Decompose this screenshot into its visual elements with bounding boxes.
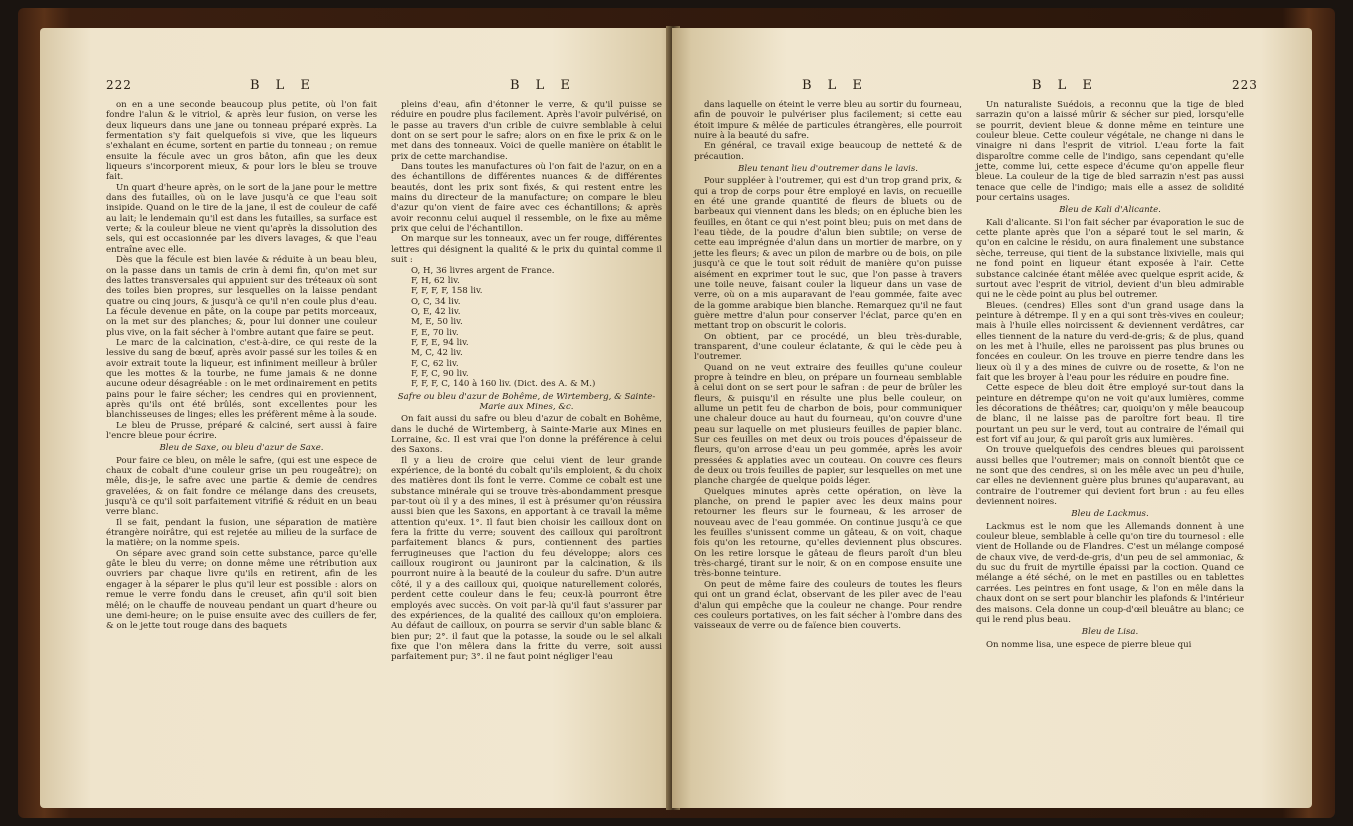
paragraph: F, F, E, 94 liv. — [411, 337, 469, 348]
paragraph: F, F, F, F, 158 liv. — [411, 286, 483, 297]
paragraph: On peut de même faire des couleurs de toutes les fleurs qui ont un grand éclat, observant de les piler avec de l'eau d'alun qui empêche que la couleur ne change. Pour rendre ces couleurs portatives, on les fait sécher à l'ombre dans des vaisseaux de verre ou de faïence bien couverts. — [694, 579, 962, 632]
paragraph: F, C, 62 liv. — [411, 358, 459, 369]
paragraph: Le marc de la calcination, c'est-à-dire, ce qui reste de la lessive du sang de bœuf, après avoir passé sur les toiles & en avoir extrait toute la liqueur, est infiniment meilleur à brûler que les mottes & la tourbe, ne fume jamais & ne donne aucune odeur désagréable : on le met ordinairement en petits pains pour le faire sécher; les cendres qui en proviennent, après qu'ils ont été brûlés, sont excellentes pour les blanchisseuses de linges; elles les préfèrent même à la soude. — [106, 337, 377, 421]
paragraph: Un naturaliste Suédois, a reconnu que la tige de bled sarrazin qu'on a laissé mûrir & sécher sur pied, lorsqu'elle se pourrit, devient bleue & donne même en teinture une couleur bleue. Cette couleur végétale, ne change ni dans le vinaigre ni dans l'esprit de vitriol. L'eau forte la fait disparoître comme celle de l'indigo, sans cependant qu'elle jette, comme lui, cette espece d'écume qu'on appelle fleur bleue. La couleur de la tige de bled sarrazin n'est pas aussi tenace que celle de l'indigo; mais elle a assez de solidité pour certains usages. — [976, 100, 1244, 204]
paragraph: Bleu de Lisa. — [1081, 627, 1139, 638]
paragraph: Kali d'alicante. Si l'on fait sécher par évaporation le suc de cette plante après que l'on a séparé tout le sel marin, & qu'on en calcine le résidu, on aura finalement une substance sèche, terreuse, qui tient de la substance lixivielle, mais qui ne fond point en liqueur étant exposée à l'air. Cette substance calcinée étant mêlée avec quelque esprit acide, & surtout avec l'esprit de vitriol, devient d'un bleu admirable qui ne le cède point au plus bel outremer. — [976, 217, 1244, 301]
paragraph: On obtient, par ce procédé, un bleu très-durable, transparent, d'une couleur éclatante, & qui le cède peu à l'outremer. — [694, 331, 962, 363]
paragraph: On fait aussi du safre ou bleu d'azur de cobalt en Bohême, dans le duché de Wirtemberg, à Sainte-Marie aux Mines en Lorraine, &c. Il est vrai que l'on donne la préférence à celui des Saxons. — [391, 414, 662, 456]
left-column-1 — [106, 100, 377, 663]
paragraph: Safre ou bleu d'azur de Bohême, de Wirtemberg, & Sainte-Marie aux Mines, &c. — [397, 391, 656, 412]
running-head-right-2: B L E — [1032, 78, 1098, 93]
paragraph: Bleu de Kali d'Alicante. — [1059, 205, 1161, 216]
paragraph: On sépare avec grand soin cette substance, parce qu'elle gâte le bleu du verre; on donne même une rétribution aux ouvriers par chaque livre qu'ils en retirent, afin de les engager à la séparer le plus qu'il leur est possible : alors on remue le verre fondu dans le creuset, afin qu'il soit bien mêlé; on le chauffe de nouveau pendant un quart d'heure ou une demi-heure; on le puise ensuite avec des cuillers de fer, & on le jette tout rouge dans des baquets — [106, 548, 377, 632]
paragraph: Le bleu de Prusse, préparé & calciné, sert aussi à faire l'encre bleue pour écrire. — [106, 420, 377, 441]
paragraph: F, F, F, C, 140 à 160 liv. (Dict. des A. & M.) — [411, 379, 596, 390]
paragraph: Bleues. (cendres) Elles sont d'un grand usage dans la peinture à détrempe. Il y en a qui sont très-vives en couleur; mais à l'huile elles noircissent & deviennent verdâtres, car elles tiennent de la nature du verd-de-gris; & de plus, quand on les met à l'huile, elles ne paroissent pas plus brunes ou foncées en couleur. On les trouve en pierre tendre dans les lieux où il y a des mines de cuivre ou de rosette, & l'on ne fait que les broyer à l'eau pour les réduire en poudre fine. — [976, 300, 1244, 383]
paragraph: O, H, 36 livres argent de France. — [411, 265, 555, 276]
running-head-left-1: B L E — [250, 78, 316, 93]
right-column-2 — [976, 100, 1244, 650]
left-columns — [106, 100, 662, 663]
paragraph: Bleu de Saxe, ou bleu d'azur de Saxe. — [159, 443, 324, 454]
paragraph: Lackmus est le nom que les Allemands donnent à une couleur bleue, semblable à celle qu'on tire du tournesol : elle vient de Hollande ou de Flandres. C'est un mélange composé de chaux vive, de verd-de-gris, d'un peu de sel ammoniac, & du suc du fruit de myrtille épaissi par la coction. Quand ce mélange a été séché, on le met en pastilles ou en tablettes carrées. Les peintres en font usage, & l'on en mêle dans la chaux dont on se sert pour blanchir les plafonds & l'intérieur des maisons. Cela donne un coup-d'œil bleuâtre au blanc; ce qui le rend plus beau. — [976, 521, 1244, 625]
paragraph: Dès que la fécule est bien lavée & réduite à un beau bleu, on la passe dans un tamis de crin à demi fin, qu'on met sur des lattes transversales qui appuient sur des tréteaux où sont des toiles bien propres, sur lesquelles on la laisse pendant quatre ou cinq jours, & jusqu'à ce qu'il n'en coule plus d'eau. La fécule devenue en pâte, on la coupe par petits morceaux, on la met sur des planches; &, pour lui donner une couleur plus vive, on la fait sécher à l'ombre autant que faire se peut. — [106, 255, 377, 338]
paragraph: pleins d'eau, afin d'étonner le verre, & qu'il puisse se réduire en poudre plus facilement. Après l'avoir pulvérisé, on le passe au travers d'un crible de cuivre semblable à celui dont on se sert pour le safre; alors on en fixe le prix & on le met dans des tonneaux. Voici de quelle manière on établit le prix de cette marchandise. — [391, 100, 662, 162]
paragraph: Quand on ne veut extraire des feuilles qu'une couleur propre à teindre en bleu, on prépare un fourneau semblable à celui dont on se sert pour le safran : de peur de brûler les fleurs, & puisqu'il en résulte une plus belle couleur, on allume un petit feu de charbon de bois, pour communiquer une chaleur douce au haut du fourneau, qu'on couvre d'une peau sur laquelle on met plusieurs feuilles de papier blanc. Sur ces feuilles on met deux ou trois pouces d'épaisseur de fleurs, qu'on arrose d'eau un peu gommée, après les avoir pressées & applaties avec un couteau. On couvre ces fleurs de deux ou trois feuilles de papier, sur lesquelles on met une planche chargée de quelque poids léger. — [694, 362, 962, 487]
paragraph: F, H, 62 liv. — [411, 275, 460, 286]
paragraph: On marque sur les tonneaux, avec un fer rouge, différentes lettres qui désignent la qualité & le prix du quintal comme il suit : — [391, 234, 662, 266]
paragraph: Il se fait, pendant la fusion, une séparation de matière étrangère noirâtre, qui est rejetée au milieu de la surface de la matière; on la nomme speis. — [106, 517, 377, 549]
paragraph: Pour faire ce bleu, on mêle le safre, (qui est une espece de chaux de cobalt d'une couleur grise un peu rougeâtre); on mêle, dis-je, le safre avec une partie & demie de cendres gravelées, & on fait fondre ce mélange dans des creusets, jusqu'à ce qu'il soit parfaitement vitrifié & réduit en un beau verre blanc. — [106, 455, 377, 518]
left-page — [40, 28, 680, 808]
paragraph: Quelques minutes après cette opération, on lève la planche, on prend le papier avec les deux mains pour retourner les fleurs sur le fourneau, & les arroser de nouveau avec de l'eau gommée. On continue jusqu'à ce que les feuilles s'unissent comme un gâteau, & on voit, chaque fois qu'on les retourne, qu'elles deviennent plus obscures. On les retire lorsque le gâteau de fleurs paroît d'un bleu très-chargé, tirant sur le noir, & on en compose ensuite une très-bonne teinture. — [694, 486, 962, 580]
paragraph: Cette espece de bleu doit être employé sur-tout dans la peinture en détrempe qu'on ne voit qu'aux lumières, comme les décorations de théâtres; car, quoiqu'on y mêle beaucoup de blanc, il ne laisse pas de paroître fort beau. Il tire pourtant un peu sur le verd, tout au contraire de l'émail qui est fort vif au jour, & qui paroît gris aux lumières. — [976, 383, 1244, 445]
paragraph: M, C, 42 liv. — [411, 348, 463, 359]
paragraph: Dans toutes les manufactures où l'on fait de l'azur, on en a des échantillons de différentes nuances & de différentes beautés, dont les prix sont fixés, & qui restent entre les mains du directeur de la manufacture; on compare le bleu d'azur qu'on vient de faire avec ces échantillons; & après avoir reconnu celui auquel il ressemble, on le fixe au même prix que celui de l'échantillon. — [391, 162, 662, 235]
paragraph: F, F, C, 90 liv. — [411, 368, 469, 379]
paragraph: F, E, 70 liv. — [411, 327, 459, 338]
running-head-left-2: B L E — [510, 78, 576, 93]
paragraph: Bleu de Lackmus. — [1071, 509, 1149, 520]
paragraph: Il y a lieu de croire que celui vient de leur grande expérience, de la bonté du cobalt qu'ils emploient, & du choix des matières dont ils font le verre. Comme ce cobalt est une substance minérale qui se trouve très-abondamment presque par-tout où il y a des mines, il est à présumer qu'on réussira aussi bien que les Saxons, en apportant à ce travail la même attention qu'eux. 1°. Il faut bien choisir les cailloux dont on fera la fritte du verre; souvent des cailloux qui paroîtront parfaitement blancs & purs, contiennent des parties ferrugineuses que l'action du feu développe; alors ces cailloux rougiront ou jauniront par la calcination, & ils pourront nuire à la beauté de la couleur du safre. D'un autre côté, il y a des cailloux qui, quoique naturellement colorés, perdent cette couleur dans le feu; ceux-là pourront être employés avec succès. On voit par-là qu'il faut s'assurer par des expériences, de la qualité des cailloux qu'on emploiera. Au défaut de cailloux, on pourra se servir d'un sable blanc & bien pur; 2°. il faut que la potasse, la soude ou le sel alkali fixe que l'on mêlera dans la fritte du verre, soit aussi parfaitement pur; 3°. il ne faut point négliger l'eau — [391, 455, 662, 663]
paragraph: Un quart d'heure après, on le sort de la jane pour le mettre dans des futailles, où on le lave jusqu'à ce que l'eau soit insipide. Quand on le tire de la jane, il est de couleur de café au lait; le lendemain qu'il est dans les futailles, sa surface est verte; & la couleur bleue ne vient qu'après la dissolution des sels, qui est occasionnée par les divers lavages, & que l'eau entraîne avec elle. — [106, 182, 377, 255]
left-column-2 — [391, 100, 662, 663]
running-head-right-1: B L E — [802, 78, 868, 93]
paragraph: On nomme lisa, une espece de pierre bleue qui — [986, 639, 1192, 650]
paragraph: En général, ce travail exige beaucoup de netteté & de précaution. — [694, 141, 962, 162]
open-book — [18, 8, 1335, 818]
paragraph: Bleu tenant lieu d'outremer dans le lavis. — [738, 164, 918, 175]
paragraph: O, C, 34 liv. — [411, 296, 461, 307]
page-number-right: 223 — [1232, 78, 1258, 92]
right-columns — [694, 100, 1244, 650]
paragraph: dans laquelle on éteint le verre bleu au sortir du fourneau, afin de pouvoir le pulvériser plus facilement; si cette eau étoit impure & mêlée de particules étrangères, elle pourroit nuire à la beauté du safre. — [694, 100, 962, 142]
paragraph: M, E, 50 liv. — [411, 317, 463, 328]
right-column-1 — [694, 100, 962, 650]
paragraph: O, E, 42 liv. — [411, 306, 461, 317]
paragraph: Pour suppléer à l'outremer, qui est d'un trop grand prix, & qui a trop de corps pour être employé en lavis, on recueille en été une grande quantité de fleurs de bluets ou de barbeaux qui viennent dans les bleds; on en épluche bien les feuilles, en ôtant ce qui n'est point bleu; puis on met dans de l'eau tiède, de la poudre d'alun bien subtile; on verse de cette eau imprégnée d'alun dans un mortier de marbre, on y jette les fleurs; & avec un pilon de marbre ou de bois, on pile jusqu'à ce que le tout soit réduit de manière qu'on puisse aisément en exprimer tout le suc, que l'on passe à travers une toile neuve, faisant couler la liqueur dans un vase de verre, où on a mis auparavant de l'eau gommée, faite avec de la gomme arabique bien blanche. Remarquez qu'il ne faut guère mettre d'alun pour conserver l'éclat, parce qu'en en mettant trop on obscurit le coloris. — [694, 176, 962, 332]
right-page — [672, 28, 1312, 808]
paragraph: On trouve quelquefois des cendres bleues qui paroissent aussi belles que l'outremer; mais on connoît bientôt que ce ne sont que des cendres, si on les mêle avec un peu d'huile, car elles ne deviennent guère plus brunes qu'auparavant, au contraire de l'outremer qui devient fort brun : au feu elles deviennent noires. — [976, 445, 1244, 508]
paragraph: on en a une seconde beaucoup plus petite, où l'on fait fondre l'alun & le vitriol, & après leur fusion, on verse les deux liqueurs dans une jane ou tonneau préparé exprès. La fermentation s'y fait quelquefois si vive, que les liqueurs s'exhalant en écume, sortent en partie du tonneau ; on remue ensuite la fécule avec un gros bâton, afin que les deux liqueurs s'incorporent mieux, & pour lors le bleu se trouve fait. — [106, 100, 377, 183]
page-number-left: 222 — [106, 78, 132, 92]
